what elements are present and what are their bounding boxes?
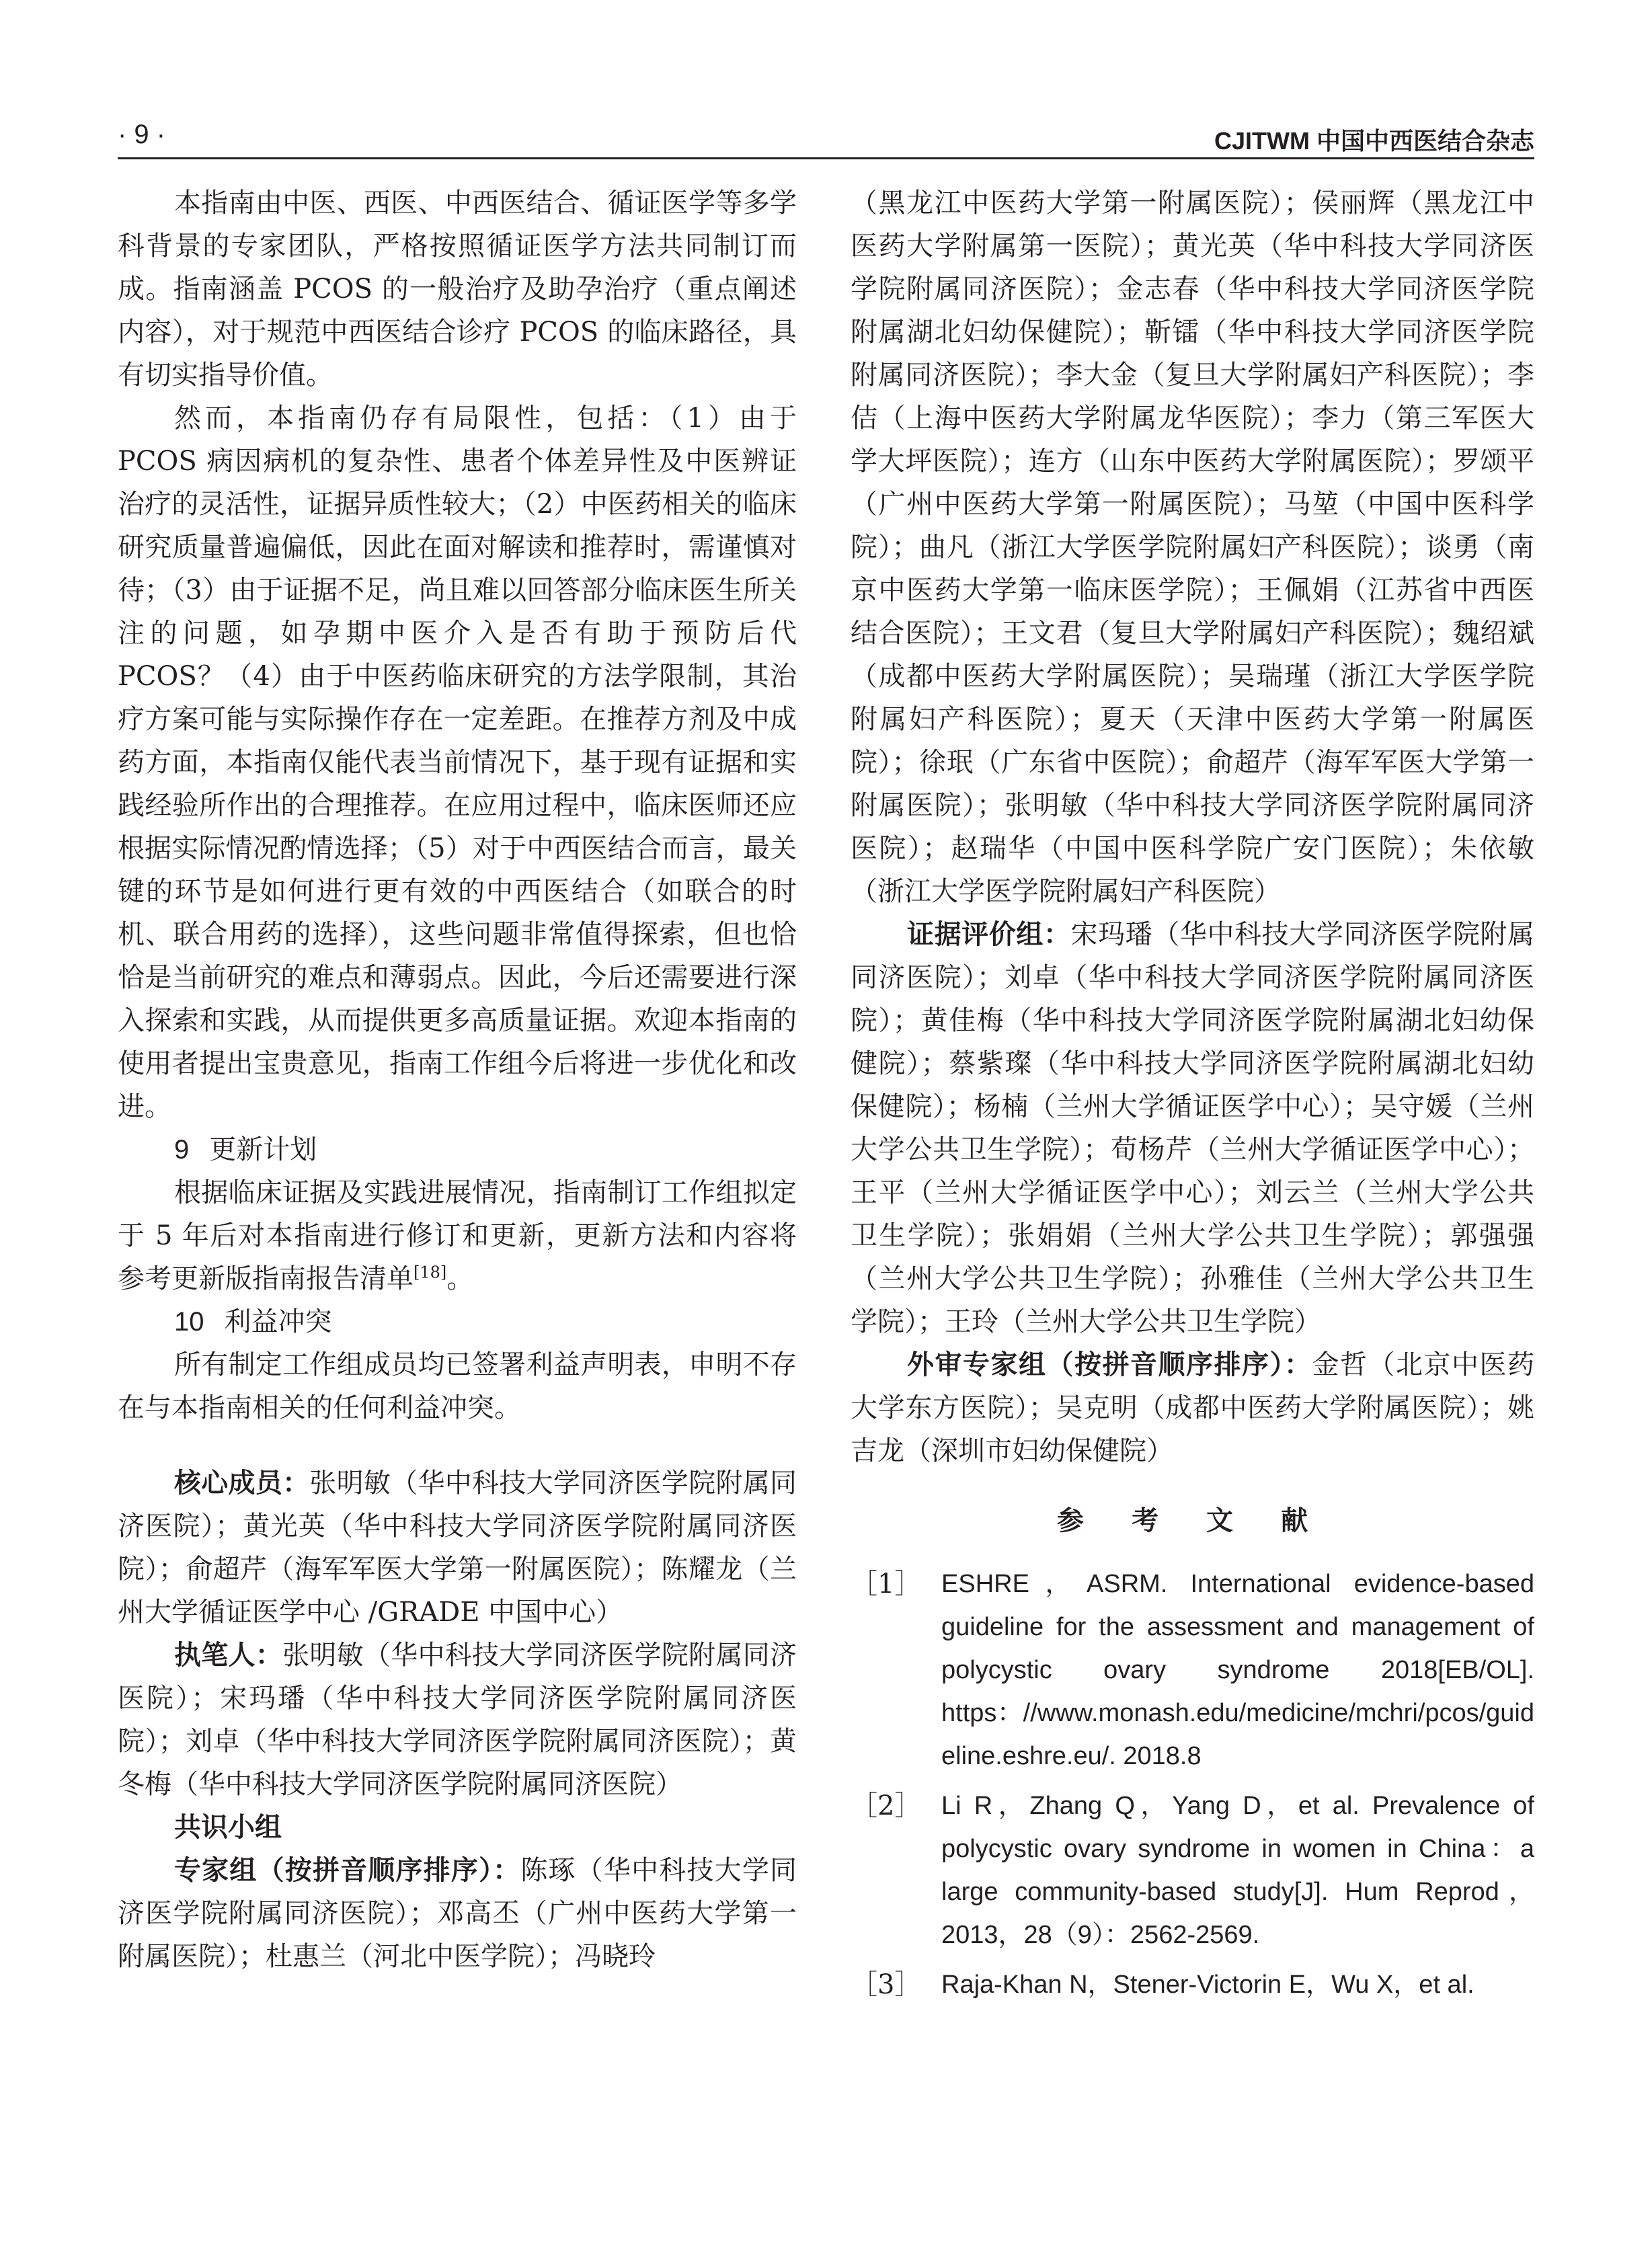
- citation-18: [18]: [414, 1263, 447, 1282]
- journal-title: CJITWM 中国中西医结合杂志: [1214, 127, 1534, 155]
- conclusion-paragraph: 本指南由中医、西医、中西医结合、循证医学等多学科背景的专家团队，严格按照循证医学方法共同制订而成。指南涵盖 PCOS 的一般治疗及助孕治疗（重点阐述内容），对于规范中西医结合诊疗 PCOS 的临床路径，具有切实指导价值。: [118, 188, 797, 391]
- reference-text: Li R，Zhang Q，Yang D，et al. Prevalence of polycystic ovary syndrome in women in China：a large community-based study[J]. Hum Reprod，2013，28（9）：2562-2569.: [941, 1792, 1534, 1949]
- reference-text: Raja-Khan N，Stener-Victorin E，Wu X，et al.: [941, 1971, 1474, 1999]
- evidence-group-label: 证据评价组：: [907, 920, 1071, 949]
- section-10-heading: [118, 1300, 797, 1343]
- section-9-heading: [118, 1128, 797, 1171]
- conflict-paragraph: 所有制定工作组成员均已签署利益声明表，申明不存在与本指南相关的任何利益冲突。: [118, 1349, 797, 1423]
- references-heading: 参 考 文 献: [1056, 1506, 1329, 1536]
- reference-item: [851, 1784, 1534, 1956]
- core-members-text: 张明敏（华中科技大学同济医学院附属同济医院）；黄光英（华中科技大学同济医学院附属同济医院）；俞超芹（海军军医大学第一附属医院）；陈耀龙（兰州大学循证医学中心 /GRADE 中国中心）: [118, 1468, 797, 1628]
- writers-text: 张明敏（华中科技大学同济医学院附属同济医院）；宋玛璠（华中科技大学同济医学院附属同济医院）；刘卓（华中科技大学同济医学院附属同济医院）；黄冬梅（华中科技大学同济医学院附属同济医院）: [118, 1640, 797, 1800]
- writers-paragraph: [118, 1634, 797, 1806]
- reference-text: ESHRE，ASRM. International evidence-based guideline for the assessment and management of polycystic ovary syndrome 2018[EB/OL]. https：//www.monash.edu/medicine/mchri/pcos/guideline.eshre.eu/. 2018.8: [941, 1570, 1534, 1770]
- core-members-label: 核心成员：: [174, 1468, 310, 1498]
- evidence-group-text: 宋玛璠（华中科技大学同济医学院附属同济医院）；刘卓（华中科技大学同济医学院附属同济医院）；黄佳梅（华中科技大学同济医学院附属湖北妇幼保健院）；蔡紫璨（华中科技大学同济医学院附属湖北妇幼保健院）；杨楠（兰州大学循证医学中心）；吴守媛（兰州大学公共卫生学院）；荀杨芹（兰州大学循证医学中心）；王平（兰州大学循证医学中心）；刘云兰（兰州大学公共卫生学院）；张娟娟（兰州大学公共卫生学院）；郭强强（兰州大学公共卫生学院）；孙雅佳（兰州大学公共卫生学院）；王玲（兰州大学公共卫生学院）: [851, 919, 1535, 1337]
- left-column: [118, 182, 797, 1978]
- reference-item: [851, 1562, 1534, 1778]
- external-review-paragraph: [851, 1343, 1534, 1472]
- page-number: · 9 ·: [118, 120, 166, 149]
- section-10-title: 利益冲突: [224, 1307, 332, 1337]
- consensus-group-label: 共识小组: [174, 1813, 282, 1842]
- external-review-label: 外审专家组（按拼音顺序排序）：: [907, 1350, 1312, 1380]
- section-9-title: 更新计划: [209, 1135, 317, 1164]
- reference-number: ［2］: [851, 1790, 922, 1821]
- reference-item: [851, 1963, 1534, 2006]
- section-9-number: 9: [174, 1135, 190, 1164]
- expert-group-continued: （黑龙江中医药大学第一附属医院）；侯丽辉（黑龙江中医药大学附属第一医院）；黄光英（华中科技大学同济医学院附属同济医院）；金志春（华中科技大学同济医学院附属湖北妇幼保健院）；靳镭（华中科技大学同济医学院附属同济医院）；李大金（复旦大学附属妇产科医院）；李佶（上海中医药大学附属龙华医院）；李力（第三军医大学大坪医院）；连方（山东中医药大学附属医院）；罗颂平（广州中医药大学第一附属医院）；马堃（中国中医科学院）；曲凡（浙江大学医学院附属妇产科医院）；谈勇（南京中医药大学第一临床医学院）；王佩娟（江苏省中西医结合医院）；王文君（复旦大学附属妇产科医院）；魏绍斌（成都中医药大学附属医院）；吴瑞瑾（浙江大学医学院附属妇产科医院）；夏天（天津中医药大学第一附属医院）；徐珉（广东省中医院）；俞超芹（海军军医大学第一附属医院）；张明敏（华中科技大学同济医学院附属同济医院）；赵瑞华（中国中医科学院广安门医院）；朱依敏（浙江大学医学院附属妇产科医院）: [851, 188, 1534, 907]
- evidence-group-paragraph: [851, 913, 1534, 1343]
- right-column: [851, 182, 1534, 2013]
- writers-label: 执笔人：: [174, 1640, 283, 1670]
- external-review-text: 金哲（北京中医药大学东方医院）；吴克明（成都中医药大学附属医院）；姚吉龙（深圳市妇幼保健院）: [851, 1349, 1534, 1466]
- expert-group-label: 专家组（按拼音顺序排序）：: [174, 1856, 521, 1885]
- limitations-paragraph: 然而，本指南仍存有局限性，包括：（1）由于 PCOS 病因病机的复杂性、患者个体差异性及中医辨证治疗的灵活性，证据异质性较大；（2）中医药相关的临床研究质量普遍偏低，因此在面对解读和推荐时，需谨慎对待；（3）由于证据不足，尚且难以回答部分临床医生所关注的问题，如孕期中医介入是否有助于预防后代 PCOS？（4）由于中医药临床研究的方法学限制，其治疗方案可能与实际操作存在一定差距。在推荐方剂及中成药方面，本指南仅能代表当前情况下，基于现有证据和实践经验所作出的合理推荐。在应用过程中，临床医师还应根据实际情况酌情选择；（5）对于中西医结合而言，最关键的环节是如何进行更有效的中西医结合（如联合的时机、联合用药的选择），这些问题非常值得探索，但也恰恰是当前研究的难点和薄弱点。因此，今后还需要进行深入探索和实践，从而提供更多高质量证据。欢迎本指南的使用者提出宝贵意见，指南工作组今后将进一步优化和改进。: [118, 403, 797, 1122]
- reference-number: ［3］: [851, 1969, 922, 2000]
- reference-number: ［1］: [851, 1569, 922, 1599]
- consensus-group-heading: [118, 1806, 797, 1849]
- core-members-paragraph: [118, 1462, 797, 1634]
- update-plan-text: 根据临床证据及实践进展情况，指南制订工作组拟定于 5 年后对本指南进行修订和更新，更新方法和内容将参考更新版指南报告清单: [118, 1177, 797, 1294]
- update-plan-paragraph: [118, 1171, 797, 1300]
- page-header: [118, 116, 1534, 159]
- section-10-number: 10: [174, 1307, 204, 1337]
- update-plan-end: 。: [446, 1263, 474, 1294]
- expert-group-paragraph: [118, 1849, 797, 1978]
- expert-group-text: 陈琢（华中科技大学同济医学院附属同济医院）；邓高丕（广州中医药大学第一附属医院）；杜惠兰（河北中医学院）；冯晓玲: [118, 1855, 797, 1972]
